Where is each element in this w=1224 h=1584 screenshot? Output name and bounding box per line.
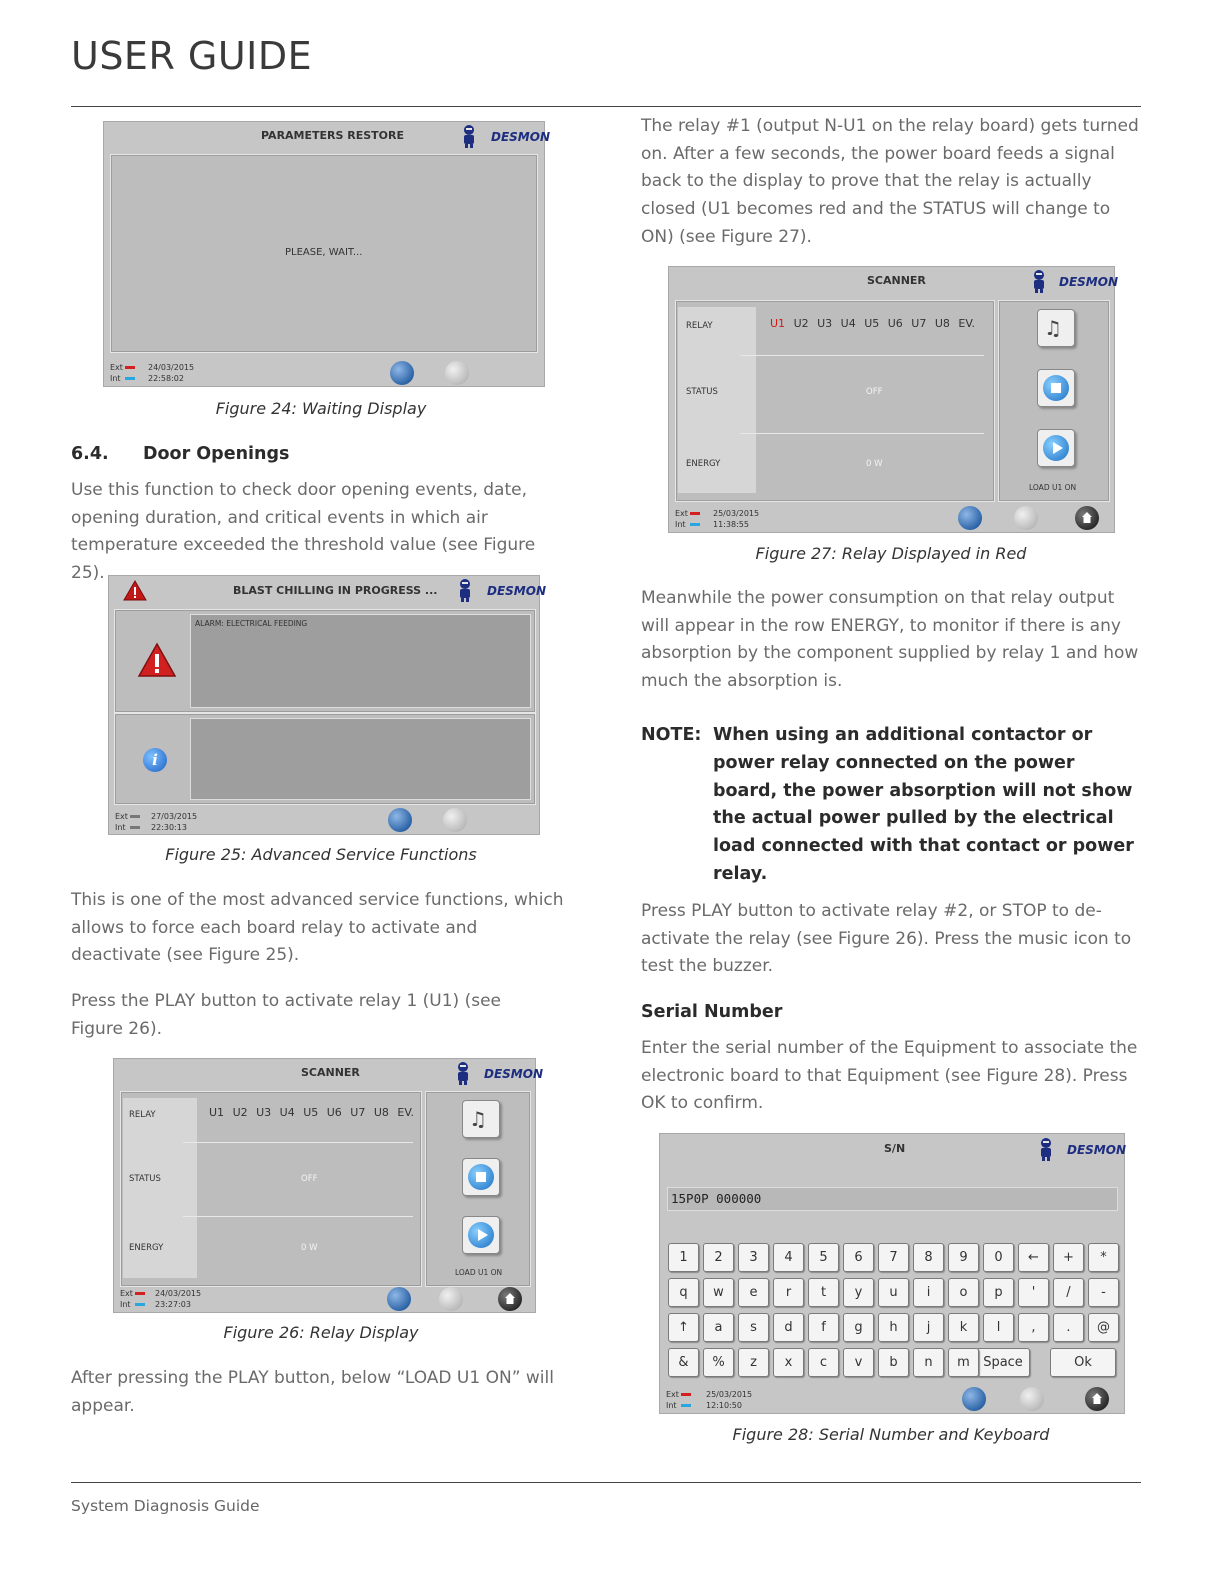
key-button[interactable]: . [1053, 1313, 1084, 1342]
key-button[interactable]: & [668, 1348, 699, 1377]
key-button[interactable]: v [843, 1348, 874, 1377]
brand-logo: DESMON [1067, 1143, 1126, 1157]
alarm-box [190, 614, 531, 708]
paragraph: After pressing the PLAY button, below “LOAD U1 ON” will appear. [71, 1368, 554, 1416]
ext-label: Ext [675, 509, 688, 518]
int-color [681, 1404, 691, 1407]
date: 27/03/2015 [151, 812, 198, 821]
home-button[interactable] [1085, 1387, 1109, 1411]
screen-title: SCANNER [301, 1066, 360, 1079]
paragraph: The relay #1 (output N-U1 on the relay board) gets turned on. After a few seconds, the power board feeds a signal back to the display to prove that the relay is actually closed (U1 becomes red and the STATUS will change to ON) (see Figure 27). [641, 116, 1139, 247]
header-rule [71, 106, 1141, 107]
key-button[interactable]: u [878, 1278, 909, 1307]
datetime [155, 1288, 201, 1310]
home-button[interactable] [498, 1287, 522, 1311]
key-button[interactable]: x [773, 1348, 804, 1377]
control-panel [425, 1091, 531, 1287]
time: 11:38:55 [713, 520, 749, 529]
stop-icon [1043, 375, 1069, 401]
key-button[interactable]: l [983, 1313, 1014, 1342]
temp-legend [120, 1288, 145, 1310]
int-label: Int [110, 374, 121, 383]
serial-heading: Serial Number [641, 1002, 783, 1022]
key-button[interactable]: j [913, 1313, 944, 1342]
page-title: USER GUIDE [71, 34, 313, 78]
key-button[interactable]: z [738, 1348, 769, 1377]
key-button[interactable]: p [983, 1278, 1014, 1307]
control-panel [998, 300, 1110, 502]
key-button[interactable]: 1 [668, 1243, 699, 1272]
ext-label: Ext [110, 363, 123, 372]
note-label: NOTE: [641, 725, 702, 745]
section-number: 6.4. [71, 444, 109, 464]
divider [183, 1142, 413, 1143]
serial-input-value: 15P0P 000000 [671, 1191, 762, 1206]
home-icon [1092, 1393, 1102, 1404]
key-button[interactable]: t [808, 1278, 839, 1307]
footer-rule [71, 1482, 1141, 1483]
int-color [130, 826, 140, 829]
alarm-panel [114, 609, 536, 713]
figure-27-screen [668, 266, 1118, 533]
figure-24-screen [103, 121, 550, 387]
stop-icon [468, 1164, 494, 1190]
key-button[interactable]: c [808, 1348, 839, 1377]
music-icon: ♫ [1044, 316, 1062, 340]
key-button[interactable]: s [738, 1313, 769, 1342]
key-button[interactable]: w [703, 1278, 734, 1307]
key-button[interactable]: k [948, 1313, 979, 1342]
forward-button[interactable] [445, 361, 469, 385]
scanner-panel [675, 300, 995, 502]
key-button[interactable]: 6 [843, 1243, 874, 1272]
int-color [135, 1303, 145, 1306]
alarm-warning-icon [137, 642, 177, 678]
divider [740, 433, 984, 434]
paragraph: Press PLAY button to activate relay #2, or STOP to de-activate the relay (see Figure 26). Press the music icon to test the buzzer. [641, 901, 1132, 977]
energy-value: 0 W [866, 459, 883, 469]
space-key[interactable]: Space [976, 1348, 1030, 1377]
paragraph: Enter the serial number of the Equipment to associate the electronic board to that Equipment (see Figure 28). Press OK to confirm. [641, 1038, 1138, 1114]
mascot-icon [1038, 1137, 1054, 1161]
forward-button[interactable] [443, 808, 467, 832]
figure-28-screen [659, 1133, 1125, 1414]
relay-list [770, 317, 975, 330]
key-button[interactable]: / [1053, 1278, 1084, 1307]
forward-button[interactable] [1020, 1387, 1044, 1411]
forward-button[interactable] [1014, 506, 1038, 530]
music-icon: ♫ [469, 1107, 487, 1131]
ext-label: Ext [120, 1289, 133, 1298]
relay-label: RELAY [686, 321, 713, 331]
key-button[interactable]: o [948, 1278, 979, 1307]
key-button[interactable]: 2 [703, 1243, 734, 1272]
date: 25/03/2015 [706, 1390, 753, 1399]
datetime [151, 811, 197, 833]
stop-button[interactable] [462, 1158, 500, 1196]
key-button[interactable]: f [808, 1313, 839, 1342]
int-label: Int [666, 1401, 677, 1410]
home-button[interactable] [1075, 506, 1099, 530]
key-button[interactable]: - [1088, 1278, 1119, 1307]
key-button[interactable]: h [878, 1313, 909, 1342]
back-button[interactable] [388, 808, 412, 832]
key-button[interactable]: 9 [948, 1243, 979, 1272]
forward-button[interactable] [439, 1287, 463, 1311]
date: 25/03/2015 [713, 509, 760, 518]
key-button[interactable]: 7 [878, 1243, 909, 1272]
section-title: Door Openings [143, 444, 290, 464]
ext-label: Ext [666, 1390, 679, 1399]
key-button[interactable]: 0 [983, 1243, 1014, 1272]
back-button[interactable] [958, 506, 982, 530]
footer-text: System Diagnosis Guide [71, 1497, 260, 1515]
info-panel [114, 713, 536, 805]
key-button[interactable]: ' [1018, 1278, 1049, 1307]
key-button[interactable]: e [738, 1278, 769, 1307]
figure-25-screen [108, 575, 546, 835]
mascot-icon [457, 578, 473, 602]
relay-others: U2 U3 U4 U5 U6 U7 U8 EV. [793, 317, 975, 330]
key-button[interactable]: , [1018, 1313, 1049, 1342]
figure-28-caption: Figure 28: Serial Number and Keyboard [732, 1425, 1050, 1444]
time: 23:27:03 [155, 1300, 191, 1309]
datetime [706, 1389, 752, 1411]
play-button[interactable] [1037, 429, 1075, 467]
relay-label: RELAY [129, 1110, 156, 1120]
divider [740, 355, 984, 356]
mascot-icon [455, 1061, 471, 1085]
play-icon [1043, 435, 1069, 461]
screen-title: SCANNER [867, 274, 926, 287]
ext-color [690, 512, 700, 515]
int-label: Int [675, 520, 686, 529]
relay-others: U2 U3 U4 U5 U6 U7 U8 EV. [232, 1106, 414, 1119]
ext-label: Ext [115, 812, 128, 821]
key-button[interactable]: r [773, 1278, 804, 1307]
key-button[interactable]: 5 [808, 1243, 839, 1272]
time: 12:10:50 [706, 1401, 742, 1410]
back-button[interactable] [390, 361, 414, 385]
mascot-icon [1031, 269, 1047, 293]
key-button[interactable]: % [703, 1348, 734, 1377]
energy-label: ENERGY [686, 459, 721, 469]
info-box [190, 718, 531, 800]
int-color [690, 523, 700, 526]
key-button[interactable]: m [948, 1348, 979, 1377]
ok-button[interactable]: Ok [1050, 1348, 1116, 1377]
status-value: OFF [301, 1174, 318, 1184]
screen-title: S/N [884, 1142, 906, 1155]
figure-27-caption: Figure 27: Relay Displayed in Red [755, 544, 1027, 563]
figure-24-caption: Figure 24: Waiting Display [215, 399, 427, 418]
figure-26-caption: Figure 26: Relay Display [223, 1323, 419, 1342]
key-button[interactable]: q [668, 1278, 699, 1307]
figure-26-screen [113, 1058, 543, 1313]
key-button[interactable]: @ [1088, 1313, 1119, 1342]
back-button[interactable] [962, 1387, 986, 1411]
stop-button[interactable] [1037, 369, 1075, 407]
brand-logo: DESMON [487, 584, 546, 598]
key-button[interactable]: * [1088, 1243, 1119, 1272]
time: 22:30:13 [151, 823, 187, 832]
temp-legend [666, 1389, 691, 1411]
divider [183, 1216, 413, 1217]
energy-label: ENERGY [129, 1243, 164, 1253]
status-label: STATUS [686, 387, 718, 397]
datetime [148, 362, 194, 384]
key-button[interactable]: ↑ [668, 1313, 699, 1342]
screen-title: BLAST CHILLING IN PROGRESS ... [233, 584, 438, 597]
paragraph: This is one of the most advanced service functions, which allows to force each board relay to activate and deactivate (see Figure 25). [71, 890, 564, 966]
int-label: Int [115, 823, 126, 832]
datetime [713, 508, 759, 530]
int-color [125, 377, 135, 380]
brand-logo: DESMON [491, 130, 550, 144]
paragraph: Meanwhile the power consumption on that relay output will appear in the row ENERGY, to monitor if there is any absorption by the component supplied by relay 1 and how much the absorption is. [641, 588, 1139, 692]
date: 24/03/2015 [148, 363, 195, 372]
date: 24/03/2015 [155, 1289, 202, 1298]
alarm-text: ALARM: ELECTRICAL FEEDING [195, 619, 308, 628]
paragraph: Use this function to check door opening events, date, opening duration, and critical events in which air temperature exceeded the threshold value (see Figure 25). [71, 480, 536, 584]
key-button[interactable]: ← [1018, 1243, 1049, 1272]
paragraph: Press the PLAY button to activate relay 1 (U1) (see Figure 26). [71, 991, 501, 1039]
note-text: When using an additional contactor or power relay connected on the power board, the power absorption will not show the actual power pulled by the electrical load connected with that contact or power relay. [713, 725, 1134, 884]
temp-legend [675, 508, 700, 530]
key-button[interactable]: 3 [738, 1243, 769, 1272]
key-button[interactable]: g [843, 1313, 874, 1342]
ext-color [681, 1393, 691, 1396]
load-status: LOAD U1 ON [1029, 483, 1077, 492]
home-icon [1082, 512, 1092, 523]
key-button[interactable]: b [878, 1348, 909, 1377]
info-icon: i [143, 748, 167, 772]
figure-25-caption: Figure 25: Advanced Service Functions [165, 845, 477, 864]
relay-u1: U1 [209, 1106, 225, 1119]
ext-color [125, 366, 135, 369]
music-button[interactable] [462, 1100, 500, 1138]
temp-legend [115, 811, 140, 833]
key-button[interactable]: n [913, 1348, 944, 1377]
warning-icon [123, 580, 147, 601]
key-button[interactable]: y [843, 1278, 874, 1307]
back-button[interactable] [387, 1287, 411, 1311]
mascot-icon [461, 124, 477, 148]
key-button[interactable]: 4 [773, 1243, 804, 1272]
wait-message: PLEASE, WAIT... [285, 247, 363, 258]
brand-logo: DESMON [484, 1067, 543, 1081]
ext-color [130, 815, 140, 818]
brand-logo: DESMON [1059, 275, 1118, 289]
key-button[interactable]: + [1053, 1243, 1084, 1272]
serial-input[interactable] [667, 1187, 1118, 1211]
int-label: Int [120, 1300, 131, 1309]
status-value: OFF [866, 387, 883, 397]
scanner-panel [120, 1091, 422, 1287]
play-icon [468, 1222, 494, 1248]
key-button[interactable]: i [913, 1278, 944, 1307]
key-button[interactable]: d [773, 1313, 804, 1342]
energy-value: 0 W [301, 1243, 318, 1253]
status-label: STATUS [129, 1174, 161, 1184]
music-button[interactable] [1037, 309, 1075, 347]
key-button[interactable]: a [703, 1313, 734, 1342]
relay-u1: U1 [770, 317, 786, 330]
screen-title: PARAMETERS RESTORE [261, 129, 404, 142]
play-button[interactable] [462, 1216, 500, 1254]
temp-legend [110, 362, 135, 384]
time: 22:58:02 [148, 374, 184, 383]
ext-color [135, 1292, 145, 1295]
content-panel [110, 154, 538, 353]
key-button[interactable]: 8 [913, 1243, 944, 1272]
load-status: LOAD U1 ON [455, 1268, 503, 1277]
relay-list [209, 1106, 414, 1119]
home-icon [505, 1293, 515, 1304]
